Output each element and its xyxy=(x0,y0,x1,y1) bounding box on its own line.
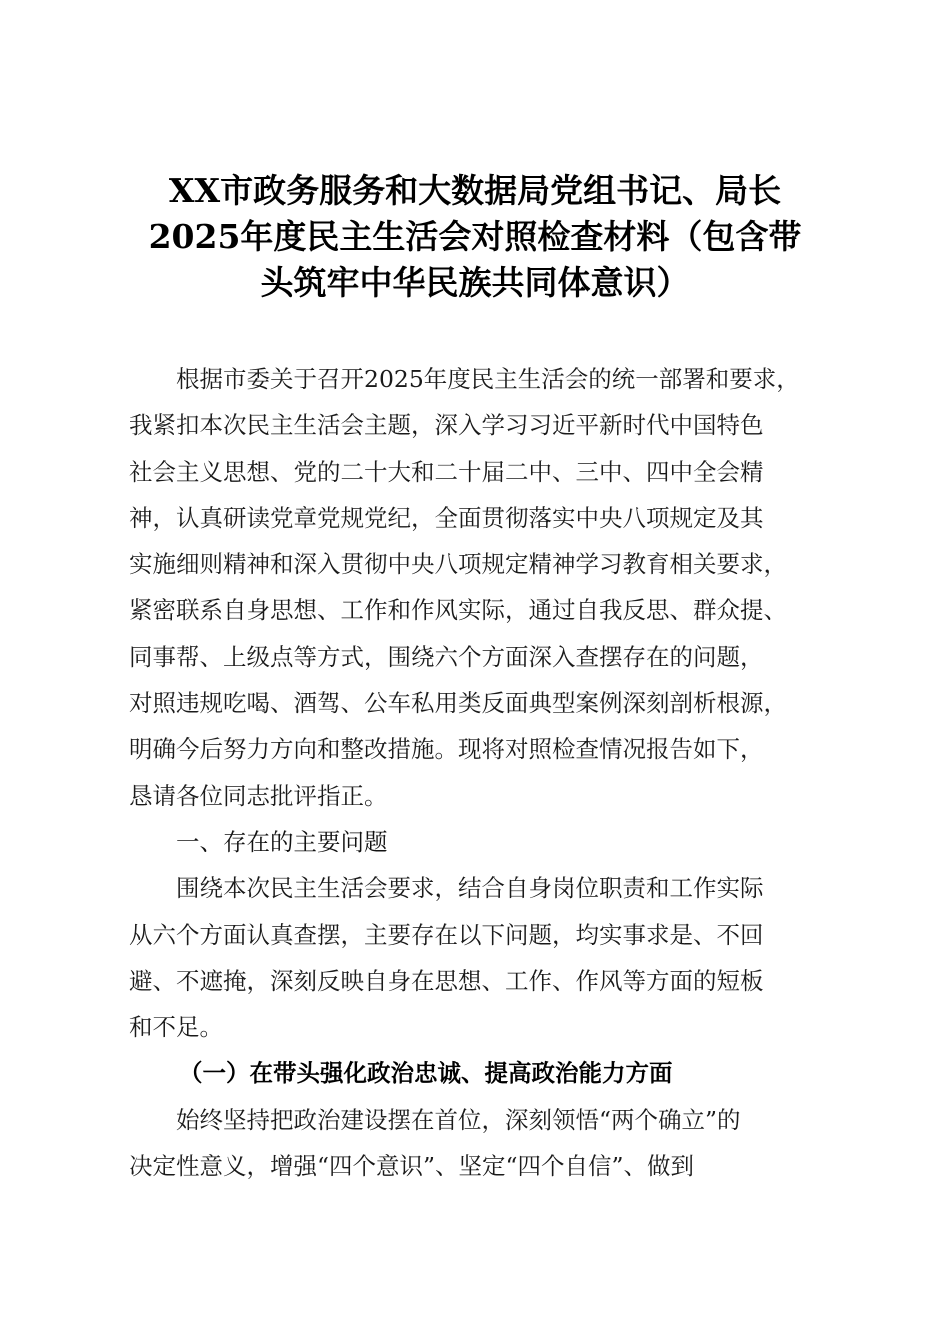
subsection-heading-1: （一）在带头强化政治忠诚、提高政治能力方面 xyxy=(179,1059,673,1088)
title-line-3: 头筑牢中华民族共同体意识） xyxy=(260,263,690,302)
intro-line: 神，认真研读党章党规党纪，全面贯彻落实中央八项规定及其 xyxy=(129,503,764,532)
intro-line: 紧密联系自身思想、工作和作风实际，通过自我反思、群众提、 xyxy=(129,596,787,625)
intro-line: 实施细则精神和深入贯彻中央八项规定精神学习教育相关要求， xyxy=(129,550,787,579)
title-line-2: 2025年度民主生活会对照检查材料（包含带 xyxy=(148,217,802,256)
intro-line: 明确今后努力方向和整改措施。现将对照检查情况报告如下， xyxy=(129,735,764,764)
intro-line: 恳请各位同志批评指正。 xyxy=(129,781,388,810)
section-heading-1: 一、存在的主要问题 xyxy=(176,827,388,856)
document-body xyxy=(129,356,833,1189)
section1-line: 围绕本次民主生活会要求，结合自身岗位职责和工作实际 xyxy=(176,874,764,903)
document-title xyxy=(120,168,830,306)
section1-line: 避、不遮掩，深刻反映自身在思想、工作、作风等方面的短板 xyxy=(129,966,764,995)
intro-line: 根据市委关于召开2025年度民主生活会的统一部署和要求， xyxy=(176,365,800,393)
intro-line: 社会主义思想、党的二十大和二十届二中、三中、四中全会精 xyxy=(129,457,764,486)
subsection1-line: 始终坚持把政治建设摆在首位，深刻领悟“两个确立”的 xyxy=(176,1105,741,1134)
title-line-1: XX市政务服务和大数据局党组书记、局长 xyxy=(168,171,782,210)
intro-line: 我紧扣本次民主生活会主题，深入学习习近平新时代中国特色 xyxy=(129,411,764,440)
section1-line: 和不足。 xyxy=(129,1013,223,1042)
subsection1-line: 决定性意义，增强“四个意识”、坚定“四个自信”、做到 xyxy=(129,1152,695,1181)
intro-line: 同事帮、上级点等方式，围绕六个方面深入查摆存在的问题， xyxy=(129,642,764,671)
intro-line: 对照违规吃喝、酒驾、公车私用类反面典型案例深刻剖析根源， xyxy=(129,689,787,718)
section1-line: 从六个方面认真查摆，主要存在以下问题，均实事求是、不回 xyxy=(129,920,764,949)
